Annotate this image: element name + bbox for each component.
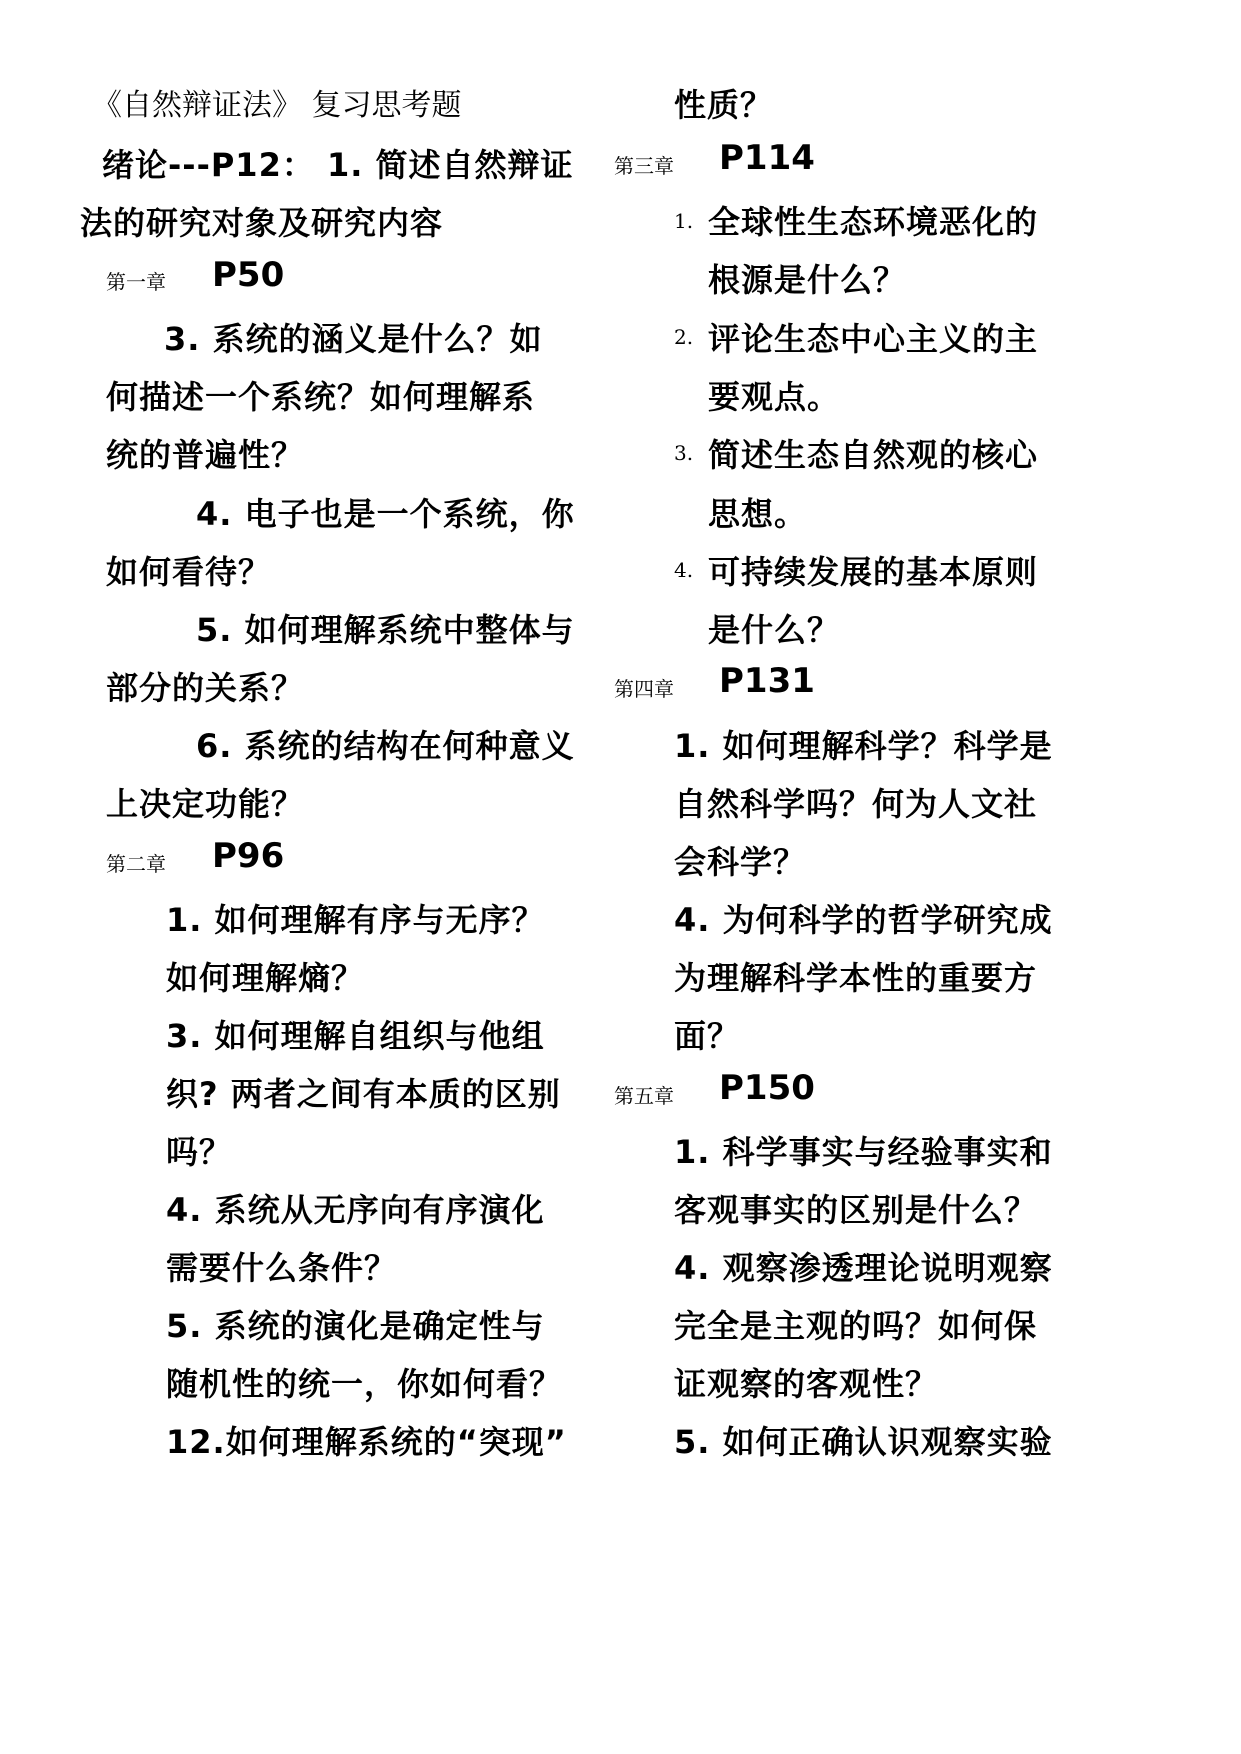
ch1-q4-line-2: 如何看待？ bbox=[106, 553, 272, 591]
chapter-1-page: P50 bbox=[212, 255, 285, 295]
ch1-q6-line-2: 上决定功能？ bbox=[106, 785, 305, 823]
ch4-q1-line-2: 自然科学吗？何为人文社 bbox=[674, 785, 1038, 823]
chapter-5-label: 第五章 bbox=[614, 1084, 674, 1108]
ch3-item-3-line-2: 思想。 bbox=[708, 495, 808, 533]
ch2-q3-line-1: 3. 如何理解自组织与他组 bbox=[166, 1017, 545, 1055]
ch3-item-2-num: 2. bbox=[674, 325, 694, 349]
ch1-q5-line-1: 5. 如何理解系统中整体与 bbox=[196, 611, 575, 649]
ch2-q5-line-2: 随机性的统一，你如何看？ bbox=[166, 1365, 563, 1403]
ch2-q3-line-2: 织? 两者之间有本质的区别 bbox=[166, 1075, 561, 1113]
chapter-2-label: 第二章 bbox=[106, 852, 166, 876]
ch3-item-1-line-2: 根源是什么？ bbox=[708, 261, 907, 299]
ch3-item-2-line-1: 评论生态中心主义的主 bbox=[708, 320, 1039, 358]
ch5-q4-line-1: 4. 观察渗透理论说明观察 bbox=[674, 1249, 1053, 1287]
ch5-q5-line-1: 5. 如何正确认识观察实验 bbox=[674, 1423, 1053, 1461]
ch2-q12-line-1: 12.如何理解系统的“突现” bbox=[166, 1423, 567, 1461]
ch4-q1-line-1: 1. 如何理解科学？科学是 bbox=[674, 727, 1053, 765]
ch1-q3-line-2: 何描述一个系统？如何理解系 bbox=[106, 378, 536, 416]
document-title: 《自然辩证法》 复习思考题 bbox=[92, 88, 462, 123]
right-continuation: 性质？ bbox=[674, 86, 774, 124]
ch3-item-3-num: 3. bbox=[674, 441, 694, 465]
ch2-q4-line-2: 需要什么条件？ bbox=[166, 1249, 398, 1287]
chapter-3-label: 第三章 bbox=[614, 154, 674, 178]
ch5-q1-line-1: 1. 科学事实与经验事实和 bbox=[674, 1133, 1053, 1171]
ch1-q3-line-1: 3. 系统的涵义是什么？如 bbox=[164, 320, 543, 358]
ch4-q4-line-2: 为理解科学本性的重要方 bbox=[674, 959, 1038, 997]
ch2-q1-line-2: 如何理解熵？ bbox=[166, 959, 365, 997]
chapter-4-page: P131 bbox=[719, 661, 815, 701]
ch3-item-3-line-1: 简述生态自然观的核心 bbox=[708, 436, 1039, 474]
chapter-5-page: P150 bbox=[719, 1068, 815, 1108]
ch3-item-1-num: 1. bbox=[674, 209, 694, 233]
chapter-2-page: P96 bbox=[212, 836, 285, 876]
ch3-item-4-line-1: 可持续发展的基本原则 bbox=[708, 553, 1039, 591]
ch4-q4-line-1: 4. 为何科学的哲学研究成 bbox=[674, 901, 1053, 939]
ch1-q6-line-1: 6. 系统的结构在何种意义 bbox=[196, 727, 575, 765]
ch2-q3-line-3: 吗？ bbox=[166, 1133, 233, 1171]
chapter-1-label: 第一章 bbox=[106, 270, 166, 294]
ch5-q1-line-2: 客观事实的区别是什么？ bbox=[674, 1191, 1038, 1229]
ch2-q1-line-1: 1. 如何理解有序与无序？ bbox=[166, 901, 545, 939]
ch5-q4-line-2: 完全是主观的吗？如何保 bbox=[674, 1307, 1038, 1345]
ch4-q1-line-3: 会科学？ bbox=[674, 843, 807, 881]
ch5-q4-line-3: 证观察的客观性？ bbox=[674, 1365, 939, 1403]
ch3-item-1-line-1: 全球性生态环境恶化的 bbox=[708, 203, 1039, 241]
ch3-item-4-line-2: 是什么？ bbox=[708, 611, 841, 649]
ch4-q4-line-3: 面？ bbox=[674, 1017, 741, 1055]
ch1-q3-line-3: 统的普遍性？ bbox=[106, 436, 305, 474]
ch3-item-2-line-2: 要观点。 bbox=[708, 378, 841, 416]
chapter-4-label: 第四章 bbox=[614, 677, 674, 701]
ch1-q5-line-2: 部分的关系？ bbox=[106, 669, 305, 707]
intro-line-2: 法的研究对象及研究内容 bbox=[80, 204, 444, 242]
ch2-q4-line-1: 4. 系统从无序向有序演化 bbox=[166, 1191, 545, 1229]
intro-line-1: 绪论---P12： 1. 简述自然辩证 bbox=[102, 146, 574, 184]
ch1-q4-line-1: 4. 电子也是一个系统，你 bbox=[196, 495, 575, 533]
chapter-3-page: P114 bbox=[719, 138, 815, 178]
ch2-q5-line-1: 5. 系统的演化是确定性与 bbox=[166, 1307, 545, 1345]
ch3-item-4-num: 4. bbox=[674, 558, 694, 582]
